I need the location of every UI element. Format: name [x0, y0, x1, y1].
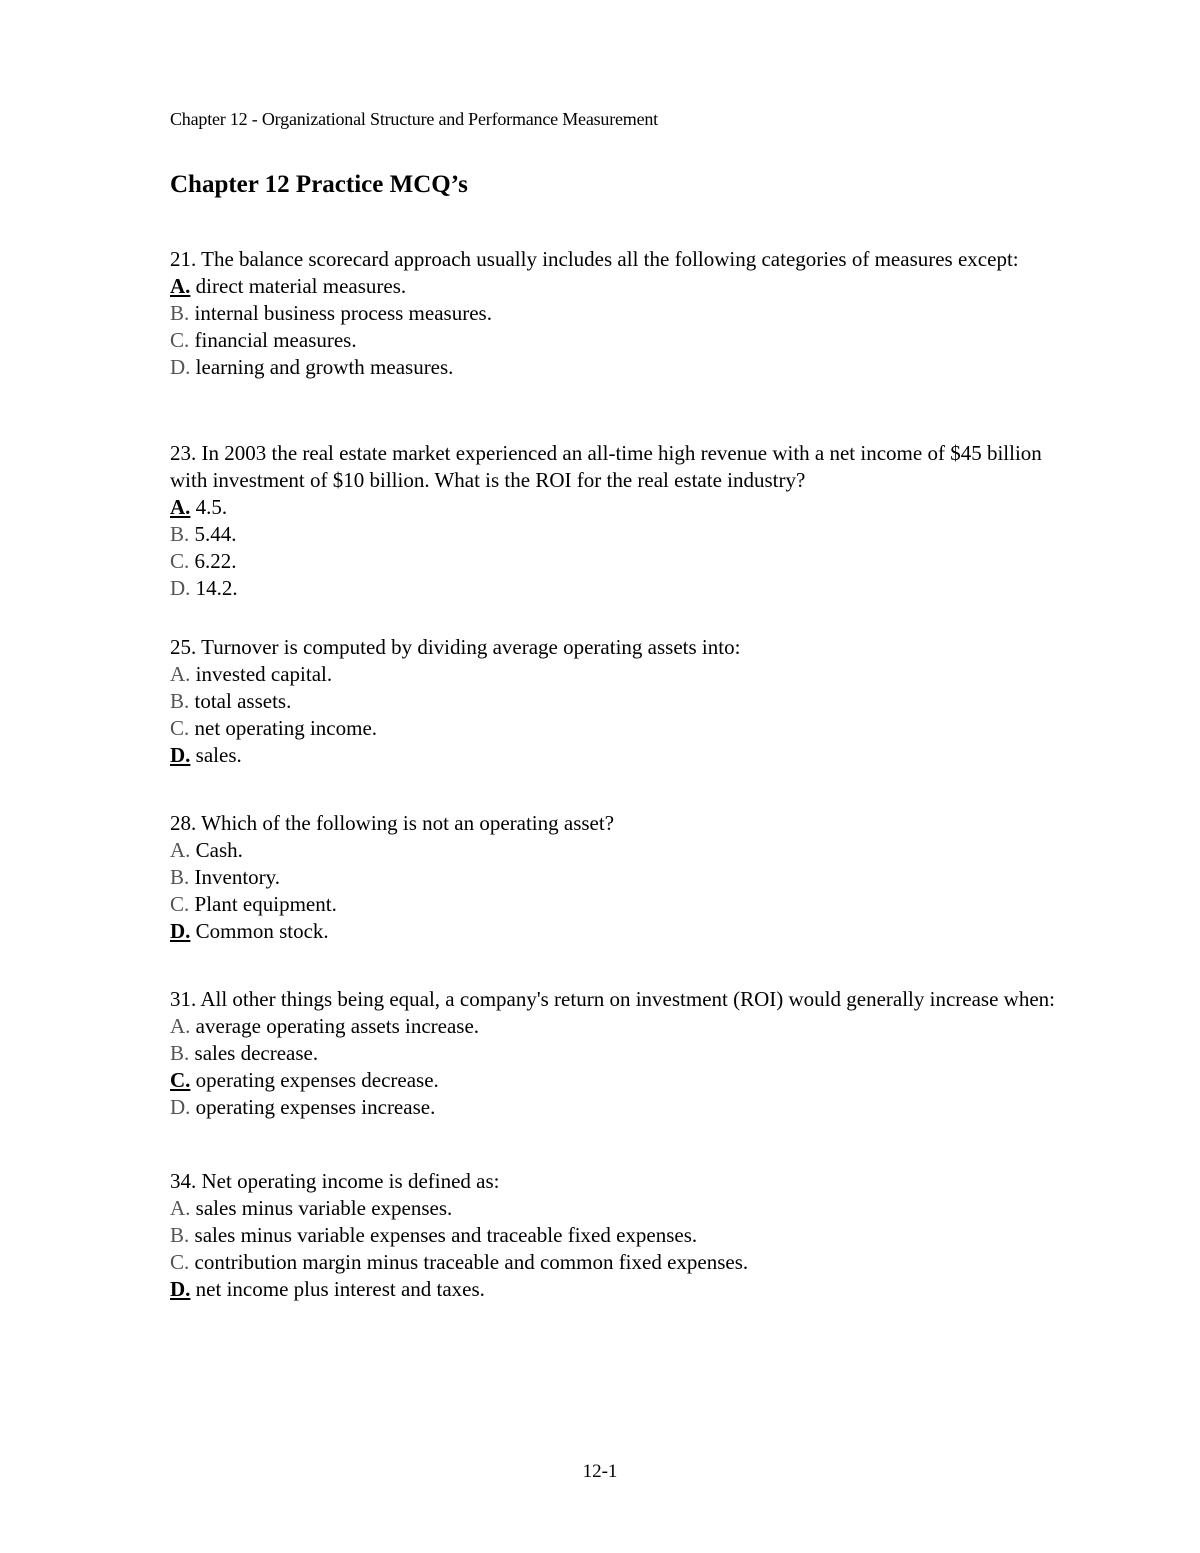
option-letter: A.: [170, 662, 191, 686]
option-text: sales decrease.: [189, 1041, 319, 1065]
option-a: [170, 494, 1070, 521]
option-text: total assets.: [189, 689, 292, 713]
option-d: [170, 742, 1070, 769]
option-text: contribution margin minus traceable and common fixed expenses.: [189, 1250, 749, 1274]
running-header: Chapter 12 - Organizational Structure and Performance Measurement: [170, 109, 658, 129]
option-letter: B.: [170, 301, 190, 325]
option-text: average operating assets increase.: [190, 1014, 480, 1038]
question-stem: 31. All other things being equal, a company's return on investment (ROI) would generally increase when:: [170, 987, 1055, 1011]
option-c: [170, 548, 1070, 575]
question-28: [170, 810, 1070, 945]
option-c: [170, 1067, 1070, 1094]
option-letter: B.: [170, 522, 190, 546]
option-letter: A.: [170, 838, 191, 862]
option-text: operating expenses increase.: [190, 1095, 436, 1119]
option-text: 6.22.: [189, 549, 237, 573]
option-text: Cash.: [190, 838, 243, 862]
question-stem: 23. In 2003 the real estate market experienced an all-time high revenue with a net income of $45 billion with investment of $10 billion. What is the ROI for the real estate industry?: [170, 441, 1042, 492]
page-title: Chapter 12 Practice MCQ’s: [170, 171, 468, 198]
option-c: [170, 715, 1070, 742]
option-letter: C.: [170, 549, 190, 573]
question-21: [170, 246, 1070, 381]
correct-answer-letter: D.: [170, 919, 191, 943]
option-letter: B.: [170, 1223, 190, 1247]
option-text: net operating income.: [189, 716, 378, 740]
question-stem: 25. Turnover is computed by dividing average operating assets into:: [170, 635, 741, 659]
option-text: direct material measures.: [190, 274, 407, 298]
option-b: [170, 1040, 1070, 1067]
option-letter: C.: [170, 328, 190, 352]
option-a: [170, 661, 1070, 688]
question-31: [170, 986, 1070, 1121]
question-23: [170, 440, 1070, 602]
option-d: [170, 918, 1070, 945]
option-a: [170, 273, 1070, 300]
option-text: 5.44.: [189, 522, 237, 546]
option-letter: B.: [170, 1041, 190, 1065]
option-d: [170, 354, 1070, 381]
option-b: [170, 1222, 1070, 1249]
option-text: 14.2.: [190, 576, 238, 600]
option-letter: D.: [170, 1095, 191, 1119]
option-text: net income plus interest and taxes.: [190, 1277, 485, 1301]
option-text: invested capital.: [190, 662, 333, 686]
correct-answer-letter: D.: [170, 743, 191, 767]
correct-answer-letter: C.: [170, 1068, 191, 1092]
option-letter: C.: [170, 1250, 190, 1274]
option-letter: A.: [170, 1196, 191, 1220]
option-text: Common stock.: [190, 919, 329, 943]
question-stem: 34. Net operating income is defined as:: [170, 1169, 500, 1193]
option-text: sales minus variable expenses.: [190, 1196, 453, 1220]
option-c: [170, 1249, 1070, 1276]
option-letter: B.: [170, 689, 190, 713]
correct-answer-letter: D.: [170, 1277, 191, 1301]
option-letter: C.: [170, 892, 190, 916]
question-25: [170, 634, 1070, 769]
question-stem: 21. The balance scorecard approach usually includes all the following categories of measures except:: [170, 247, 1019, 271]
option-b: [170, 300, 1070, 327]
option-text: operating expenses decrease.: [190, 1068, 439, 1092]
option-a: [170, 1013, 1070, 1040]
option-d: [170, 1094, 1070, 1121]
option-d: [170, 1276, 1070, 1303]
option-b: [170, 521, 1070, 548]
question-34: [170, 1168, 1070, 1303]
option-b: [170, 864, 1070, 891]
option-text: sales.: [190, 743, 242, 767]
option-text: Plant equipment.: [189, 892, 337, 916]
option-letter: C.: [170, 716, 190, 740]
page-number: 12-1: [582, 1461, 618, 1482]
correct-answer-letter: A.: [170, 495, 191, 519]
option-c: [170, 327, 1070, 354]
option-d: [170, 575, 1070, 602]
option-text: Inventory.: [189, 865, 281, 889]
option-c: [170, 891, 1070, 918]
option-text: financial measures.: [189, 328, 357, 352]
option-letter: A.: [170, 1014, 191, 1038]
option-text: internal business process measures.: [189, 301, 492, 325]
option-text: 4.5.: [190, 495, 228, 519]
option-a: [170, 1195, 1070, 1222]
correct-answer-letter: A.: [170, 274, 191, 298]
option-letter: B.: [170, 865, 190, 889]
option-text: learning and growth measures.: [190, 355, 454, 379]
option-letter: D.: [170, 576, 191, 600]
question-stem: 28. Which of the following is not an operating asset?: [170, 811, 615, 835]
option-letter: D.: [170, 355, 191, 379]
option-b: [170, 688, 1070, 715]
option-text: sales minus variable expenses and traceable fixed expenses.: [189, 1223, 698, 1247]
option-a: [170, 837, 1070, 864]
